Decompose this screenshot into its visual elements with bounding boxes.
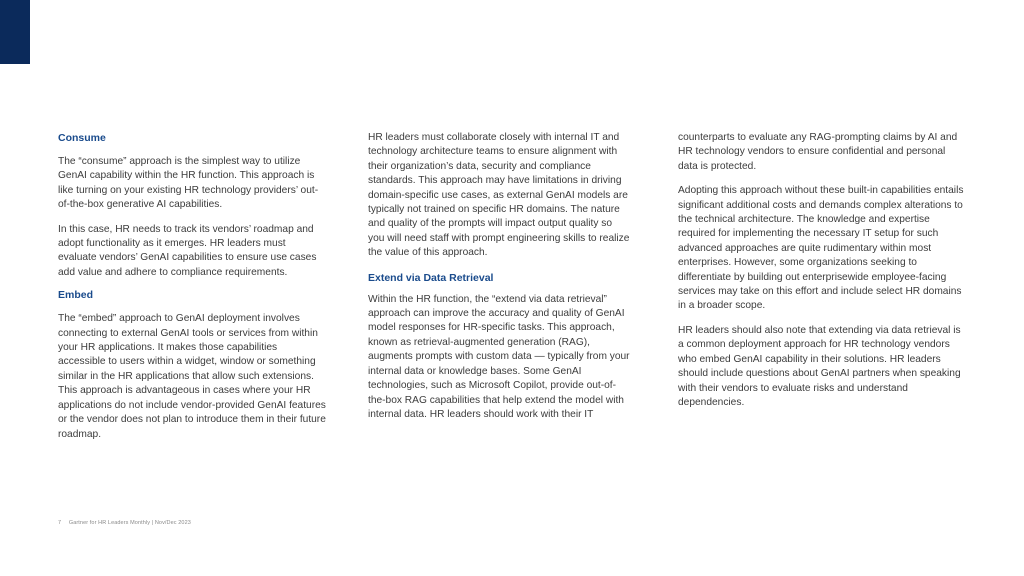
extend-paragraph-2: Adopting this approach without these built-in capabilities entails significant additional costs and demands complex alterations to the technical architecture. The knowledge and expertise required for implementing the necessary IT setup for such advanced approaches are quite rudimentary within most enterprises. However, some organizations seeking to differentiate by building out enterprisewide employee-facing services may take on this effort and include select HR domains in a broader scope. (678, 185, 964, 312)
extend-paragraph-1: Within the HR function, the “extend via data retrieval” approach can improve the accuracy and quality of GenAI model responses for HR-specific tasks. This approach, known as retrieval-augmented generation (RAG), augments prompts with custom data — typically from your internal data or knowledge bases. Some GenAI technologies, such as Microsoft Copilot, provide out-of-the-box RAG capabilities that help extend the model with internal data. HR leaders should work with their IT (368, 293, 630, 420)
column-3 (678, 131, 966, 420)
accent-bar (0, 0, 30, 64)
extend-paragraph-3: HR leaders should also note that extending via data retrieval is a common deployment approach for HR technology vendors who embed GenAI capability in their solutions. HR leaders should include questions about GenAI partners when speaking with their vendors to evaluate risks and understand dependencies. (678, 324, 961, 408)
consume-paragraph-2: In this case, HR needs to track its vendors’ roadmap and adopt functionality as it emerges. HR leaders must evaluate vendors’ GenAI capabilities to ensure use cases add value and adhere to compliance requirements. (58, 223, 317, 278)
consume-paragraph-1: The “consume” approach is the simplest way to utilize GenAI capability within the HR function. This approach is like turning on your existing HR technology providers’ out-of-the-box generative AI capabilities. (58, 156, 319, 211)
page-number: 7 (58, 520, 62, 526)
footer (58, 520, 191, 526)
embed-continued-paragraph: HR leaders must collaborate closely with internal IT and technology architecture teams to ensure alignment with their organization’s data, security and compliance standards. This approach may have limitations in driving domain-specific use cases, as external GenAI models are typically not trained on specific HR domains. The nature and quality of the prompts will impact output quality so you will need staff with prompt engineering skills to realize the value of this approach. (368, 132, 630, 259)
footer-source: Gartner for HR Leaders Monthly | Nov/Dec 2023 (68, 520, 191, 526)
heading-extend-via-data-retrieval: Extend via Data Retrieval (368, 271, 494, 284)
heading-consume: Consume (58, 132, 106, 144)
embed-paragraph: The “embed” approach to GenAI deployment involves connecting to external GenAI tools or services from within your HR applications. It makes those capabilities accessible to users within a widget, window or something similar in the HR applications that allow such extensions. This approach is advantageous in cases where your HR applications do not include vendor-provided GenAI features or the vendor does not plan to introduce them in their future roadmap. (58, 313, 326, 440)
extend-paragraph-continued: counterparts to evaluate any RAG-prompting claims by AI and HR technology vendors to ensure confidential and personal data is protected. (678, 132, 958, 172)
heading-embed: Embed (58, 289, 94, 302)
column-1 (58, 131, 326, 452)
column-2 (368, 131, 630, 432)
